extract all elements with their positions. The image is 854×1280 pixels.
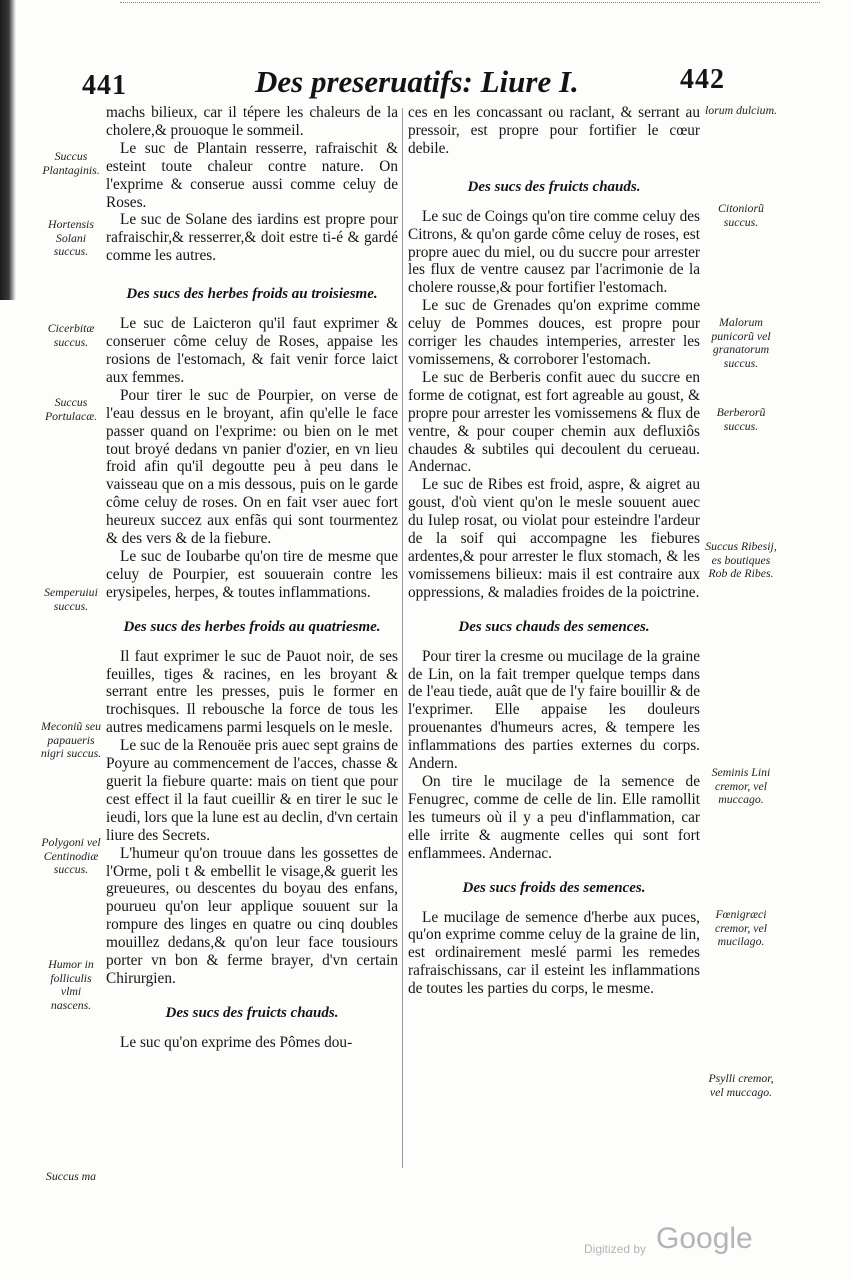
paragraph: Le suc de Ribes est froid, aspre, & aigret au goust, d'où vient qu'on le mesle souuent auec du Iulep rosat, ou violat pour esteindre l'ardeur de la soif qui accompagne les fiebures ardentes,& pour arrester le flux stomach, & les vomissemens bilieux: mais il est contraire aux oppressions, & maladies froides de la poictrine. xyxy=(408,476,700,601)
paragraph: Le mucilage de semence d'herbe aux puces, qu'on exprime comme celuy de la graine de lin, est ordinairement meslé parmi les remedes rafraischissans, car il esteint les inflammations de toutes les parties du corps, le mesme. xyxy=(408,908,700,998)
margin-note: Seminis Lini cremor, vel muccago. xyxy=(711,765,771,807)
paragraph: Il faut exprimer le suc de Pauot noir, de ses feuilles, tiges & racines, en les broyant & serrant entre les presses, puis le former en trochisques. Il rebousche la force de tous les autres medicamens parmi lesquels on le mesle. xyxy=(106,647,398,737)
paragraph: L'humeur qu'on trouue dans les gossettes de l'Orme, poli t & embellit le visage,& guerit les greueures, ou descentes du boyau des enfans, pourueu qu'on leur applique souuent sur la rompure des linges en quatre ou cinq doubles mouillez dedans,& qu'on leur face tousiours porter vn bon & ferme brayer, d'vn certain Chirurgien. xyxy=(106,844,398,987)
section-heading: Des sucs des herbes froids au troisiesme. xyxy=(126,286,378,303)
paragraph: machs bilieux, car il tépere les chaleurs de la cholere,& prouoque le sommeil. xyxy=(106,104,398,139)
margin-note: Meconiũ seu papaueris nigri succus. xyxy=(40,719,102,761)
margin-note: Succus ma xyxy=(45,1169,97,1183)
right-column xyxy=(408,104,700,998)
top-edge-marks xyxy=(120,2,820,21)
margin-note: Polygoni vel Centinodiæ succus. xyxy=(41,835,101,877)
section-heading: Des sucs des fruicts chauds. xyxy=(467,178,641,195)
paragraph: Le suc de Coings qu'on tire comme celuy des Citrons, & qu'on garde côme celuy de roses, est propre auec du miel, ou du succre pour arrester les flux de ventre causez par l'acrimonie de la cholere rousse,& pour fortifier l'estomach. xyxy=(408,207,700,297)
section-heading: Des sucs des herbes froids au quatriesme. xyxy=(123,618,381,635)
paragraph: Pour tirer la cresme ou mucilage de la graine de Lin, on la fait tremper quelque temps dans de l'eau tiede, auât que de l'y faire bouillir & de l'exprimer. Elle appaise les douleurs prouenantes d'humeurs acres, & tempere les inflammations des parties externes du corps. Andern. xyxy=(408,647,700,773)
margin-note: Hortensis Solani succus. xyxy=(48,217,94,259)
paragraph: Le suc qu'on exprime des Pômes dou- xyxy=(120,1033,353,1051)
margin-note: Fœnigræci cremor, vel mucilago. xyxy=(715,907,767,949)
right-page-number: 442 xyxy=(680,64,725,95)
margin-note: Berberorũ succus. xyxy=(716,405,766,433)
section-heading: Des sucs chauds des semences. xyxy=(458,618,650,635)
left-page-number: 441 xyxy=(82,70,127,101)
digitized-by-label: Digitized by xyxy=(584,1242,647,1256)
margin-note: Cicerbitæ succus. xyxy=(47,321,95,349)
margin-note: Succus Plantaginis. xyxy=(42,149,100,177)
margin-note: Citoniorũ succus. xyxy=(718,201,764,229)
page-spine-shadow xyxy=(0,0,16,300)
section-heading: Des sucs froids des semences. xyxy=(462,879,646,896)
paragraph: Pour tirer le suc de Pourpier, on verse de l'eau dessus en le broyant, afin qu'elle le face passer quand on l'exprime: ou bien on le met tout broyé dedans vn panier d'ozier, en vn lieu froid afin qu'il degoutte peu à peu dans le vaisseau que on a mis dessous, puis on le garde côme celuy de roses. On en fait vser auec fort heureux succez aux enfãs qui sont tourmentez & des vers & de la fiebure. xyxy=(106,386,398,548)
paragraph: Le suc de Solane des iardins est propre pour rafraischir,& resserrer,& doit estre ti-é & gardé comme les autres. xyxy=(106,211,398,265)
margin-note: Succus Ribesij, es boutiques Rob de Ribes. xyxy=(705,539,777,581)
google-logo: Google xyxy=(656,1222,753,1255)
paragraph: Le suc de Laicteron qu'il faut exprimer & conseruer côme celuy de Roses, appaise les rosions de l'estomach, & fait venir force laict aux femmes. xyxy=(106,315,398,386)
margin-note: Malorum punicorũ vel granatorum succus. xyxy=(711,315,771,370)
margin-note: Semperuiui succus. xyxy=(44,585,98,613)
paragraph: ces en les concassant ou raclant, & serrant au pressoir, est propre pour fortifier le cœur debile. xyxy=(408,104,700,157)
page-header xyxy=(60,60,780,106)
margin-note: Psylli cremor, vel muccago. xyxy=(708,1071,774,1099)
paragraph: Le suc de Ioubarbe qu'on tire de mesme que celuy de Pourpier, est souuerain contre les erysipeles, herpes, & toutes inflammations. xyxy=(106,547,398,601)
running-title: Des preseruatifs: Liure I. xyxy=(255,64,579,99)
paragraph: On tire le mucilage de la semence de Fenugrec, comme de celle de lin. Elle ramollit les tumeurs où il y a peu d'inflammation, car elle irrite & augmente celles qui sont fort enflammees. Andernac. xyxy=(408,773,700,862)
paragraph: Le suc de la Renouëe pris auec sept grains de Poyure au commencement de l'acces, chasse & guerit la fiebure quarte: mais on tient que pour cest effect il la faut cueillir & en tirer le suc le ieudi, lors que la lune est au declin, d'vn certain liure des Secrets. xyxy=(106,737,398,844)
column-divider xyxy=(402,108,403,1168)
paragraph: Le suc de Grenades qu'on exprime comme celuy de Pommes douces, est propre pour corriger les chaudes intemperies, arrester les vomissemens, & corroborer l'estomach. xyxy=(408,297,700,368)
margin-note: Succus Portulacæ. xyxy=(44,395,98,423)
section-heading: Des sucs des fruicts chauds. xyxy=(165,1004,339,1021)
margin-note: lorum dulcium. xyxy=(704,103,778,117)
margin-note: Humor in folliculis vlmi nascens. xyxy=(48,957,94,1012)
digitized-by-google-watermark xyxy=(584,1222,784,1262)
left-column xyxy=(106,104,398,1052)
paragraph: Le suc de Berberis confit auec du succre en forme de cotignat, est fort agreable au goust, & propre pour arrester les vomissemens & flux de ventre, & pour couper chemin aux defluxiôs chaudes & subtiles qui decoulent du cerueau. Andernac. xyxy=(408,368,700,476)
paragraph: Le suc de Plantain resserre, rafraischit & esteint toute chaleur contre nature. On l'exprime & conserue aussi comme celuy de Roses. xyxy=(106,139,398,211)
